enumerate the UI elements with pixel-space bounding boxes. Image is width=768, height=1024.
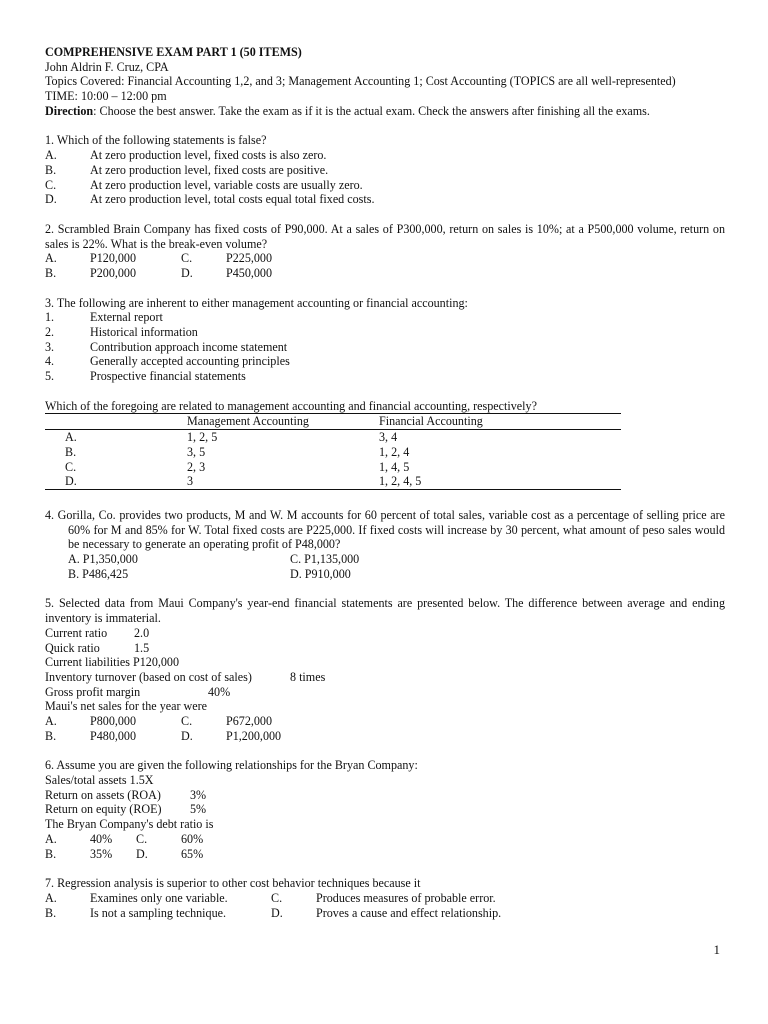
question-1-option-c[interactable]: C. At zero production level, variable costs are usually zero. (45, 177, 363, 192)
question-5-option-b[interactable]: P480,000 (90, 728, 137, 743)
table-row[interactable]: B. 3, 5 1, 2, 4 (65, 444, 410, 459)
question-5-option-c[interactable]: P672,000 (226, 714, 273, 728)
direction (45, 104, 725, 119)
list-item: 5. Prospective financial statements (45, 369, 246, 384)
question-5: 5. Selected data from Maui Company's year-end financial statements are presented below. The difference between average and ending inventory is immaterial. Current ratio 2.0 Quick ratio 1.5 Current liabilities P120,000 Inventory turnover (based on cost of sales) 8 times Gross profit margin 40% Maui's net sales for the year were A. P800,000 C. P672,000 B. P480,000 D. P1,200,000 (45, 596, 725, 743)
question-6: 6. Assume you are given the following relationships for the Bryan Company: Sales/total assets 1.5X Return on assets (ROA) 3% Return on equity (ROE) 5% The Bryan Company's debt ratio is A. 40% C. 60% B. 35% D. 65% (45, 758, 725, 861)
question-4-option-c[interactable]: C. P1,135,000 (290, 552, 360, 567)
question-5-option-d[interactable]: P1,200,000 (226, 728, 282, 743)
page-number: 1 (713, 942, 720, 957)
question-7-option-a[interactable]: Examines only one variable. (90, 890, 228, 905)
question-1-stem: 1. Which of the following statements is false? (45, 133, 267, 148)
table-row[interactable]: D. 3 1, 2, 4, 5 (65, 474, 422, 489)
list-item: 3. Contribution approach income statement (45, 339, 288, 354)
author: John Aldrin F. Cruz, CPA (45, 59, 169, 74)
question-2 (45, 222, 725, 281)
question-2-options-bd: B. P200,000 D. P450,000 (45, 265, 273, 280)
question-2-option-b[interactable]: P200,000 (90, 265, 137, 280)
question-6-option-a[interactable]: 40% (90, 831, 113, 846)
list-item: 2. Historical information (45, 325, 198, 340)
table-row[interactable]: C. 2, 3 1, 4, 5 (65, 459, 410, 474)
direction-text: : Choose the best answer. Take the exam as if it is the actual exam. Check the answers after finishing all the exams. (93, 103, 650, 118)
question-1-option-b[interactable]: B. At zero production level, fixed costs are positive. (45, 162, 329, 177)
question-1-option-a[interactable]: A. At zero production level, fixed costs is also zero. (45, 148, 327, 163)
question-4-option-a[interactable]: A. P1,350,000 (68, 552, 138, 567)
question-2-option-a[interactable]: P120,000 (90, 251, 137, 266)
question-1 (45, 133, 725, 206)
direction-label: Direction (45, 103, 94, 118)
question-7-stem: 7. Regression analysis is superior to other cost behavior techniques because it (45, 876, 421, 891)
question-6-option-c[interactable]: 60% (181, 831, 204, 846)
question-7-option-c[interactable]: Produces measures of probable error. (316, 890, 496, 905)
table-row[interactable]: A. 1, 2, 5 3, 4 (65, 430, 398, 445)
question-2-options-ac: A. P120,000 C. P225,000 (45, 251, 273, 266)
question-6-option-d[interactable]: 65% (181, 846, 204, 861)
question-5-option-a[interactable]: P800,000 (90, 714, 137, 728)
question-5-stem: 5. Selected data from Maui Company's year-end financial statements are presented below. The difference between average and ending inventory is immaterial. (45, 596, 725, 626)
question-3-question: Which of the foregoing are related to management accounting and financial accounting, respectively? (45, 398, 537, 413)
question-6-option-b[interactable]: 35% (90, 846, 113, 861)
question-4 (45, 508, 725, 581)
exam-title: COMPREHENSIVE EXAM PART 1 (50 ITEMS) (45, 45, 302, 59)
question-6-question: The Bryan Company's debt ratio is (45, 817, 214, 832)
question-2-option-c[interactable]: P225,000 (226, 251, 273, 266)
question-7-option-b[interactable]: Is not a sampling technique. (90, 905, 227, 920)
question-2-stem: 2. Scrambled Brain Company has fixed costs of P90,000. At a sales of P300,000, return on sales is 10%; at a P500,000 volume, return on sales is 22%. What is the break-even volume? (45, 221, 725, 251)
question-7: 7. Regression analysis is superior to other cost behavior techniques because it A. Examines only one variable. C. Produces measures of probable error. B. Is not a sampling technique. D. Proves a cause and effect relationship. (45, 876, 725, 920)
question-7-option-d[interactable]: Proves a cause and effect relationship. (316, 905, 502, 920)
header-management-accounting: Management Accounting (187, 414, 379, 430)
question-2-option-d[interactable]: P450,000 (226, 265, 273, 280)
question-6-stem: 6. Assume you are given the following relationships for the Bryan Company: (45, 758, 418, 773)
question-3 (45, 296, 725, 490)
question-4-option-d[interactable]: D. P910,000 (290, 566, 351, 581)
header-financial-accounting: Financial Accounting (379, 414, 621, 430)
topics-covered: Topics Covered: Financial Accounting 1,2, and 3; Management Accounting 1; Cost Accounting (TOPICS are all well-represented) (45, 74, 676, 89)
question-4-option-b[interactable]: B. P486,425 (68, 566, 129, 581)
question-3-stem: 3. The following are inherent to either management accounting or financial accounting: (45, 295, 468, 310)
answer-table (45, 413, 621, 490)
exam-time: TIME: 10:00 – 12:00 pm (45, 89, 167, 104)
exam-page (45, 45, 725, 920)
question-4-stem: 4. Gorilla, Co. provides two products, M and W. M accounts for 60 percent of total sales, variable cost as a percentage of selling price are 60% for M and 85% for W. Total fixed costs are P225,000. If fixed costs will increase by 30 percent, what amount of peso sales would be necessary to generate an operating profit of P48,000? (45, 507, 725, 552)
list-item: 1. External report (45, 310, 163, 325)
question-1-option-d[interactable]: D. At zero production level, total costs equal total fixed costs. (45, 192, 375, 207)
list-item: 4. Generally accepted accounting principles (45, 354, 290, 369)
question-5-question: Maui's net sales for the year were (45, 699, 208, 714)
